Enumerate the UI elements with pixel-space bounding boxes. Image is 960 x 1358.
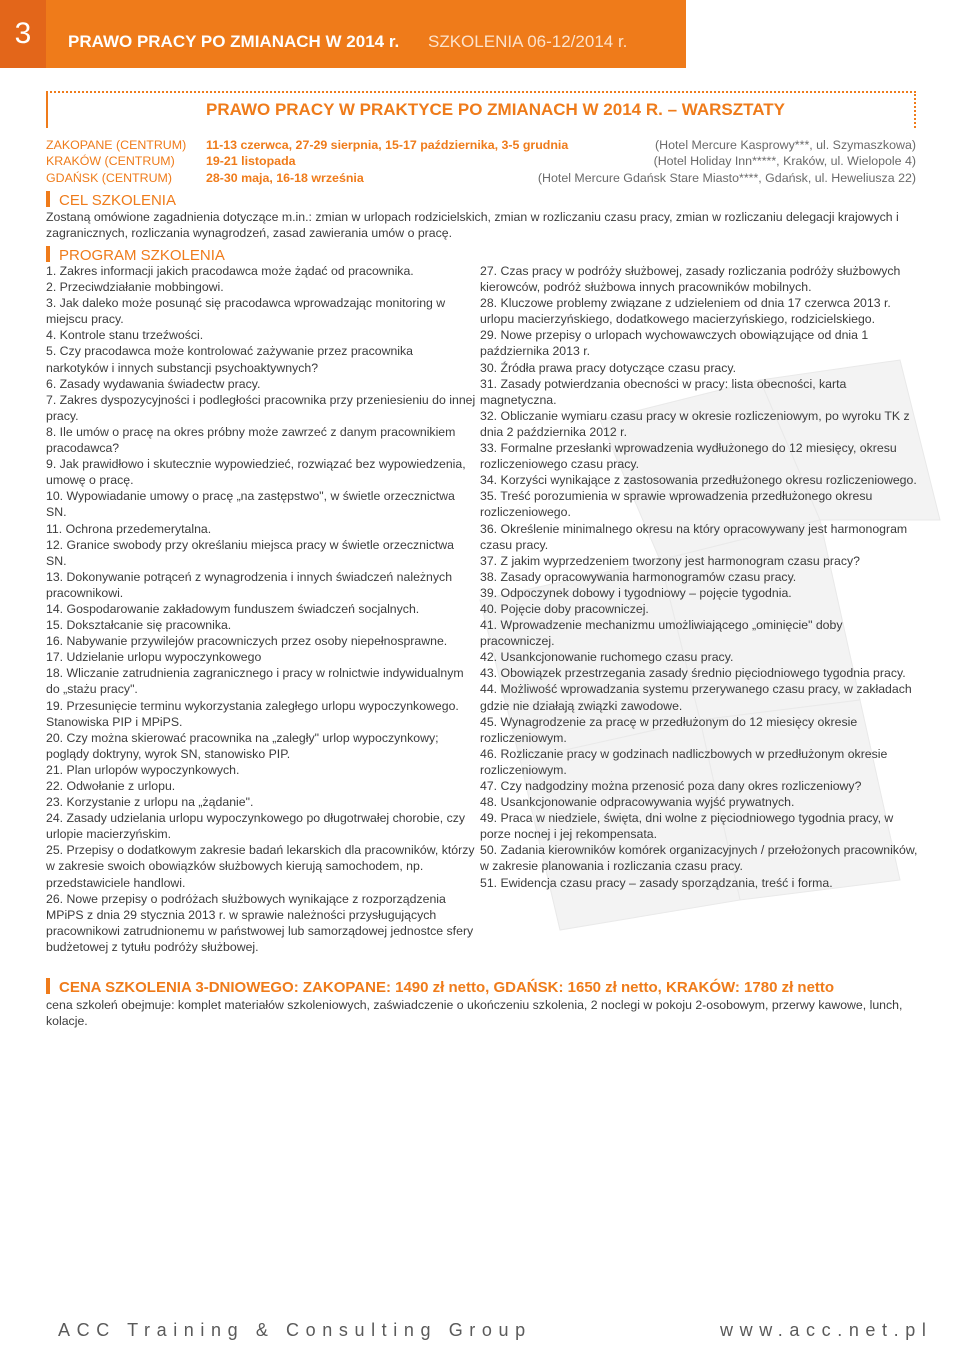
price-heading [46,978,834,996]
program-item: 10. Wypowiadanie umowy o pracę „na zastępstwo", w świetle orzecznictwa SN. [46,489,455,520]
program-item: 19. Przesunięcie terminu wykorzystania zaległego urlopu wypoczynkowego. Stanowiska PIP i MPiPS. [46,698,459,729]
heading-marker [46,191,50,207]
program-item: 34. Korzyści wynikające z zastosowania przedłużonego okresu rozliczeniowego. [480,473,917,488]
program-item: 44. Możliwość wprowadzania systemu przerywanego czasu pracy, w zakładach gdzie nie działają związki zawodowe. [480,682,912,713]
goal-heading [46,191,176,209]
location-hotel: (Hotel Holiday Inn*****, Kraków, ul. Wielopole 4) [653,154,916,168]
program-item: 17. Udzielanie urlopu wypoczynkowego [46,650,262,665]
program-item: 6. Zasady wydawania świadectw pracy. [46,376,261,391]
header-bar [0,0,686,68]
location-hotel: (Hotel Mercure Gdańsk Stare Miasto****, Gdańsk, ul. Heweliusza 22) [537,171,916,185]
program-item: 46. Rozliczanie pracy w godzinach nadliczbowych w przedłużonym okresie rozliczeniowym. [480,746,888,777]
goal-text: Zostaną omówione zagadnienia dotyczące m.in.: zmian w urlopach rodzicielskich, zmian w rozliczaniu czasu pracy, zmian w rozliczaniu delegacji krajowych i zagranicznych, rozliczania wynagrodzeń, zasad zawierania umów o pracę. [46,210,899,241]
program-item: 5. Czy pracodawca może kontrolować zażywanie przez pracownika narkotyków i innych substancji psychoaktywnych? [46,344,414,375]
program-item: 41. Wprowadzenie mechanizmu umożliwiającego „ominięcie" doby pracowniczej. [480,618,843,649]
program-item: 3. Jak daleko może posunąć się pracodawca wprowadzając monitoring w miejscu pracy. [46,296,446,327]
program-item: 16. Nabywanie przywilejów pracowniczych przez osoby niepełnosprawne. [46,634,448,649]
program-item: 47. Czy nadgodziny można przenosić poza dany okres rozliczeniowy? [480,779,862,793]
program-item: 33. Formalne przesłanki wprowadzenia wydłużonego do 12 miesięcy, okresu rozliczeniowego czasu pracy. [480,441,897,472]
program-item: 25. Przepisy o dodatkowym zakresie badań lekarskich dla pracowników, którzy w zakresie swoich obowiązków służbowych kierują samochodem, np. przedstawiciele handlowi. [46,843,475,890]
program-item: 12. Granice swobody przy określaniu miejsca pracy w świetle orzecznictwa SN. [46,537,455,568]
program-item: 21. Plan urlopów wypoczynkowych. [46,762,240,777]
location-hotel: (Hotel Mercure Kasprowy***, ul. Szymaszkowa) [655,138,916,152]
program-item: 48. Usankcjonowanie odpracowywania wyjść prywatnych. [480,795,795,810]
program-item: 50. Zadania kierowników komórek organizacyjnych / przełożonych pracowników, w zakresie planowania i rozliczania czasu pracy. [480,843,918,874]
program-heading-text: PROGRAM SZKOLENIA [59,247,225,264]
program-item: 23. Korzystanie z urlopu na „żądanie". [46,795,254,810]
program-item: 30. Źródła prawa pracy dotyczące czasu pracy. [480,360,737,375]
program-item: 38. Zasady opracowywania harmonogramów czasu pracy. [480,569,797,584]
footer-website[interactable]: www.acc.net.pl [720,1320,933,1340]
program-item: 9. Jak prawidłowo i skutecznie wypowiedzieć, rozwiązać bez wypowiedzenia, umowę o pracę. [46,457,466,488]
location-city: ZAKOPANE (CENTRUM) [46,138,187,152]
program-item: 4. Kontrole stanu trzeźwości. [46,328,204,343]
price-note: cena szkoleń obejmuje: komplet materiałów szkoleniowych, zaświadczenie o ukończeniu szkolenia, 2 noclegi w pokoju 2-osobowym, przerwy kawowe, lunch, kolacje. [46,998,903,1029]
header-subtitle: SZKOLENIA 06-12/2014 r. [428,32,628,51]
heading-marker [46,978,50,994]
header-title: PRAWO PRACY PO ZMIANACH W 2014 r. [68,32,400,51]
program-item: 36. Określenie minimalnego okresu na który opracowywany jest harmonogram czasu pracy. [480,521,908,552]
location-dates: 11-13 czerwca, 27-29 sierpnia, 15-17 października, 3-5 grudnia [206,138,569,152]
program-item: 13. Dokonywanie potrąceń z wynagrodzenia i innych świadczeń należnych pracownikowi. [46,569,453,600]
location-dates: 28-30 maja, 16-18 września [206,171,364,185]
location-row [46,171,916,187]
program-item: 11. Ochrona przedemerytalna. [46,521,212,536]
location-row [46,138,916,154]
program-item: 31. Zasady potwierdzania obecności w pracy: lista obecności, karta magnetyczna. [480,376,847,407]
location-city: GDAŃSK (CENTRUM) [46,171,172,185]
program-item: 39. Odpoczynek dobowy i tygodniowy – pojęcie tygodnia. [480,585,792,600]
page-number: 3 [0,0,46,68]
program-item: 45. Wynagrodzenie za pracę w przedłużonym do 12 miesięcy okresie rozliczeniowym. [480,714,858,745]
program-heading [46,246,225,264]
program-item: 7. Zakres dyspozycyjności i podległości pracownika przy przeniesieniu do innej pracy. [46,392,476,423]
program-item: 37. Z jakim wyprzedzeniem tworzony jest harmonogram czasu pracy? [480,553,860,568]
program-item: 20. Czy można skierować pracownika na „zaległy" urlop wypoczynkowy; poglądy doktryny, wyrok SN, stanowisko PIP. [46,730,439,761]
program-item: 24. Zasady udzielania urlopu wypoczynkowego po długotrwałej chorobie, czy urlopie macierzyńskim. [46,811,466,842]
title-frame-left [46,91,48,128]
program-item: 26. Nowe przepisy o podróżach służbowych wynikające z rozporządzenia MPiPS z dnia 29 stycznia 2013 r. w sprawie należności przysługujących pracownikowi zatrudnionemu w państwowej lub samorządowej jednostce sfery budżetowej z tytułu podróży służbowej. [46,891,474,954]
location-dates: 19-21 listopada [206,154,296,168]
program-item: 40. Pojęcie doby pracowniczej. [480,601,649,616]
goal-heading-text: CEL SZKOLENIA [59,192,176,209]
program-item: 2. Przeciwdziałanie mobbingowi. [46,280,224,295]
program-item: 1. Zakres informacji jakich pracodawca może żądać od pracownika. [46,264,414,278]
footer-company: ACC Training & Consulting Group [58,1320,532,1340]
program-item: 8. Ile umów o pracę na okres próbny może zawrzeć z danym pracownikiem pracodawca? [46,424,456,456]
program-item: 42. Usankcjonowanie ruchomego czasu pracy. [480,650,734,665]
program-item: 35. Treść porozumienia w sprawie wprowadzenia przedłużonego okresu rozliczeniowego. [480,489,873,520]
location-city: KRAKÓW (CENTRUM) [46,154,175,168]
program-right-column [480,263,920,891]
program-item: 28. Kluczowe problemy związane z udzieleniem od dnia 17 czerwca 2013 r. urlopu macierzyńskiego, dodatkowego macierzyńskiego, rodzicielskiego. [480,296,891,327]
title-frame-right [914,91,916,128]
program-item: 14. Gospodarowanie zakładowym funduszem świadczeń socjalnych. [46,601,420,616]
heading-marker [46,246,50,262]
program-item: 32. Obliczanie wymiaru czasu pracy w okresie rozliczeniowym, po wyroku TK z dnia 2 października 2012 r. [480,408,910,439]
price-heading-text: CENA SZKOLENIA 3-DNIOWEGO: ZAKOPANE: 1490 zł netto, GDAŃSK: 1650 zł netto, KRAKÓW: 1780 zł netto [59,979,835,996]
program-item: 18. Wliczanie zatrudnienia zagranicznego i pracy w rolnictwie indywidualnym do „stażu pracy". [46,666,464,697]
program-item: 29. Nowe przepisy o urlopach wychowawczych obowiązujące od dnia 1 października 2013 r. [480,328,869,359]
program-item: 22. Odwołanie z urlopu. [46,779,176,793]
program-item: 49. Praca w niedziele, święta, dni wolne z pięciodniowego tygodnia pracy, w porze nocnej i jej rekompensata. [480,811,894,842]
program-item: 51. Ewidencja czasu pracy – zasady sporządzania, treść i forma. [480,875,833,890]
program-item: 43. Obowiązek przestrzegania zasady średnio pięciodniowego tygodnia pracy. [480,666,906,681]
program-left-column [46,263,476,955]
program-item: 15. Dokształcanie się pracownika. [46,618,232,633]
program-item: 27. Czas pracy w podróży służbowej, zasady rozliczania podróży służbowych kierowców, podróż służbowa innych pracowników mobilnych. [480,264,901,295]
location-row [46,154,916,170]
main-title: PRAWO PRACY W PRAKTYCE PO ZMIANACH W 2014 R. – WARSZTATY [206,100,785,119]
